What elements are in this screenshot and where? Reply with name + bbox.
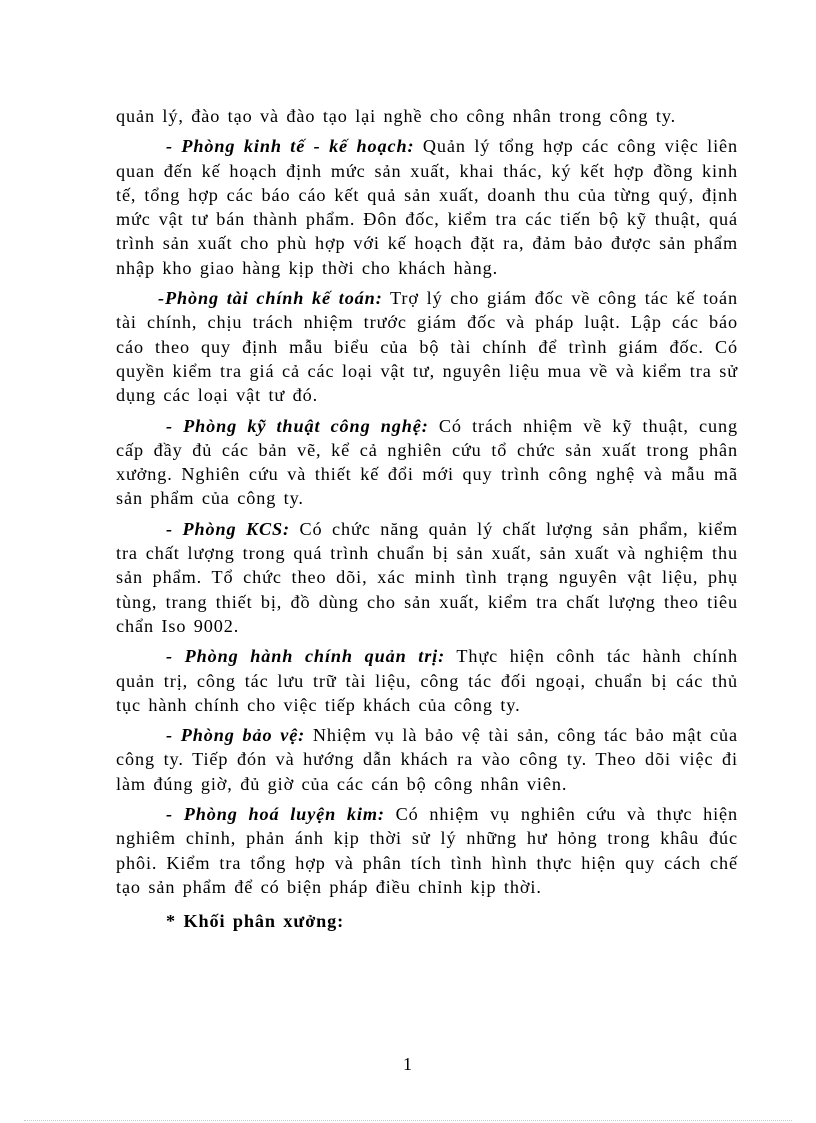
paragraph-heading: - Phòng kinh tế - kế hoạch: bbox=[166, 136, 415, 157]
paragraph-text: Thực hiện cônh tác hành chính quản trị, công tác lưu trữ tài liệu, công tác đối ngoại, chuẩn bị các thủ tục hành chính cho việc tiếp khách của công ty. bbox=[116, 646, 738, 715]
paragraph-text: Có trách nhiệm về kỹ thuật, cung cấp đầy đủ các bản vẽ, kể cả nghiên cứu tổ chức sản xuất trong phân xưởng. Nghiên cứu và thiết kế đổi mới quy trình công nghệ và mẫu mã sản phẩm của công ty. bbox=[116, 415, 738, 509]
paragraph-phong-kcs bbox=[116, 517, 738, 638]
paragraph-heading: - Phòng KCS: bbox=[166, 518, 291, 539]
page-number: 1 bbox=[403, 1054, 413, 1074]
paragraph-heading: -Phòng tài chính kế toán: bbox=[158, 288, 383, 309]
paragraph-heading: - Phòng kỹ thuật công nghệ: bbox=[166, 415, 429, 436]
document-body bbox=[116, 104, 738, 934]
paragraph-text: Quản lý tổng hợp các công việc liên quan đến kế hoạch định mức sản xuất, khai thác, ký kết hợp đồng kinh tế, tổng hợp các báo cáo kết quả sản xuất, doanh thu của từng quý, định mức vật tư bán thành phẩm. Đôn đốc, kiểm tra các tiến bộ kỹ thuật, quá trình sản xuất cho phù hợp với kế hoạch đặt ra, đảm bảo được sản phẩm nhập kho giao hàng kịp thời cho khách hàng. bbox=[116, 136, 739, 278]
paragraph-text: Có nhiệm vụ nghiên cứu và thực hiện nghiêm chỉnh, phản ánh kịp thời sử lý những hư hỏng trong khâu đúc phôi. Kiểm tra tổng hợp và phân tích tình hình thực hiện quy cách chế tạo sản phẩm để có biện pháp điều chỉnh kịp thời. bbox=[116, 804, 738, 897]
paragraph-text: Có chức năng quản lý chất lượng sản phẩm, kiểm tra chất lượng trong quá trình chuẩn bị sản xuất, sản xuất và nghiệm thu sản phẩm. Tổ chức theo dõi, xác minh tình trạng nguyên vật liệu, phụ tùng, trang thiết bị, đồ dùng cho sản xuất, kiểm tra chất lượng theo tiêu chẩn Iso 9002. bbox=[116, 518, 738, 636]
paragraph-phong-hanh-chinh bbox=[116, 644, 738, 717]
paragraph-phong-tai-chinh bbox=[116, 286, 738, 407]
paragraph-heading: - Phòng hoá luyện kim: bbox=[166, 804, 385, 825]
paragraph-text: Trợ lý cho giám đốc về công tác kế toán tài chính, chịu trách nhiệm trước giám đốc và pháp luật. Lập các báo cáo theo quy định mẫu biểu của bộ tài chính để trình giám đốc. Có quyền kiểm tra giá cả các loại vật tư, nguyên liệu mua về và kiểm tra sử dụng các loại vật tư đó. bbox=[116, 288, 738, 406]
paragraph-continuation bbox=[116, 104, 738, 128]
paragraph-phong-ky-thuat bbox=[116, 414, 738, 511]
page-bottom-divider bbox=[24, 1120, 792, 1121]
paragraph-text: quản lý, đào tạo và đào tạo lại nghề cho công nhân trong công ty. bbox=[116, 106, 677, 126]
paragraph-text: Nhiệm vụ là bảo vệ tài sản, công tác bảo mật của công ty. Tiếp đón và hướng dẫn khách ra vào công ty. Theo dõi việc đi làm đúng giờ, đủ giờ của các cán bộ công nhân viên. bbox=[116, 725, 738, 794]
paragraph-heading: - Phòng hành chính quản trị: bbox=[166, 646, 446, 667]
paragraph-phong-bao-ve bbox=[116, 723, 738, 796]
paragraph-heading: - Phòng bảo vệ: bbox=[166, 725, 306, 746]
section-heading: * Khối phân xưởng: bbox=[166, 911, 345, 932]
paragraph-phong-kinh-te bbox=[116, 134, 738, 280]
paragraph-phong-hoa-luyen-kim bbox=[116, 802, 738, 899]
